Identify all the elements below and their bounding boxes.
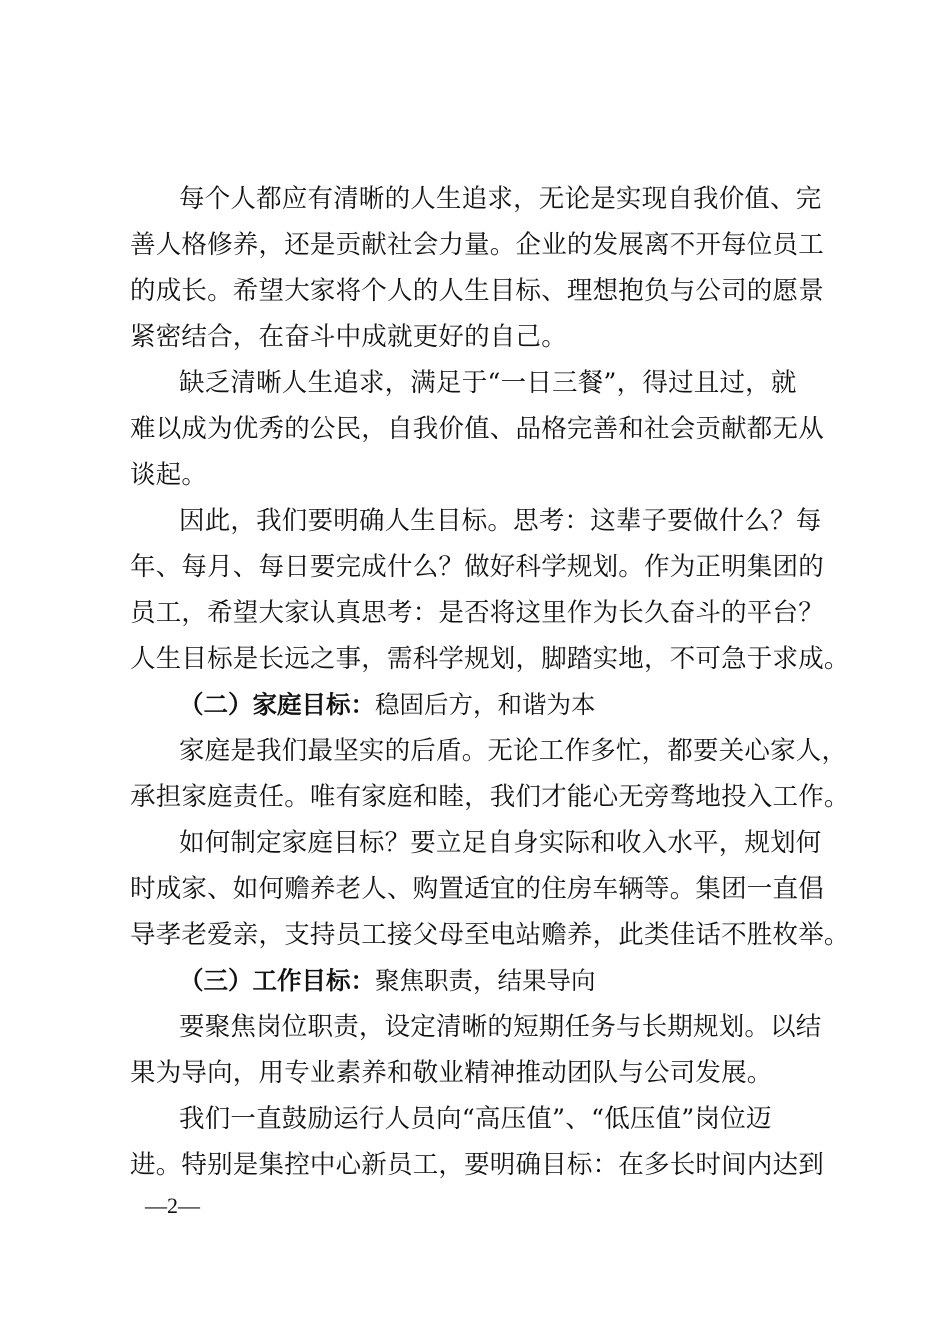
page-number: —2— xyxy=(145,1193,200,1218)
paragraph-line: 导孝老爱亲，支持员工接父母至电站赡养，此类佳话不胜枚举。 xyxy=(130,920,850,950)
paragraph-line: 进。特别是集控中心新员工，要明确目标：在多长时间内达到 xyxy=(130,1150,824,1180)
heading-text: 稳固后方，和谐为本 xyxy=(375,690,596,719)
paragraph-line: 每个人都应有清晰的人生追求，无论是实现自我价值、完 xyxy=(179,184,822,214)
paragraph-line: 如何制定家庭目标？要立足自身实际和收入水平，规划何 xyxy=(179,828,822,858)
heading-number: （三） xyxy=(179,966,253,995)
paragraph-line: 员工，希望大家认真思考：是否将这里作为长久奋斗的平台？ xyxy=(130,598,824,628)
heading-title: 家庭目标： xyxy=(252,690,375,719)
paragraph-line: 承担家庭责任。唯有家庭和睦，我们才能心无旁骛地投入工作。 xyxy=(130,782,850,812)
paragraph-line: 因此，我们要明确人生目标。思考：这辈子要做什么？每 xyxy=(179,506,822,536)
paragraph-line: 年、每月、每日要完成什么？做好科学规划。作为正明集团的 xyxy=(130,552,824,582)
heading-number: （二） xyxy=(179,690,253,719)
paragraph-line: 家庭是我们最坚实的后盾。无论工作多忙，都要关心家人， xyxy=(179,736,848,766)
paragraph-line: 的成长。希望大家将个人的人生目标、理想抱负与公司的愿景 xyxy=(130,276,824,306)
paragraph-line: 时成家、如何赡养老人、购置适宜的住房车辆等。集团一直倡 xyxy=(130,874,824,904)
paragraph-line: 紧密结合，在奋斗中成就更好的自己。 xyxy=(130,322,567,352)
paragraph-line: 难以成为优秀的公民，自我价值、品格完善和社会贡献都无从 xyxy=(130,414,824,444)
section-heading-work xyxy=(179,966,596,996)
paragraph-line: 善人格修养，还是贡献社会力量。企业的发展离不开每位员工 xyxy=(130,230,824,260)
paragraph-line: 要聚焦岗位职责，设定清晰的短期任务与长期规划。以结 xyxy=(179,1012,822,1042)
paragraph-line: 缺乏清晰人生追求，满足于“一日三餐”，得过且过，就 xyxy=(179,368,797,398)
heading-text: 聚焦职责，结果导向 xyxy=(375,966,596,995)
paragraph-line: 谈起。 xyxy=(130,460,208,490)
paragraph-line: 果为导向，用专业素养和敬业精神推动团队与公司发展。 xyxy=(130,1058,773,1088)
paragraph-line: 我们一直鼓励运行人员向“高压值”、“低压值”岗位迈 xyxy=(179,1104,772,1134)
paragraph-line: 人生目标是长远之事，需科学规划，脚踏实地，不可急于求成。 xyxy=(130,644,850,674)
section-heading-family xyxy=(179,690,596,720)
heading-title: 工作目标： xyxy=(252,966,375,995)
